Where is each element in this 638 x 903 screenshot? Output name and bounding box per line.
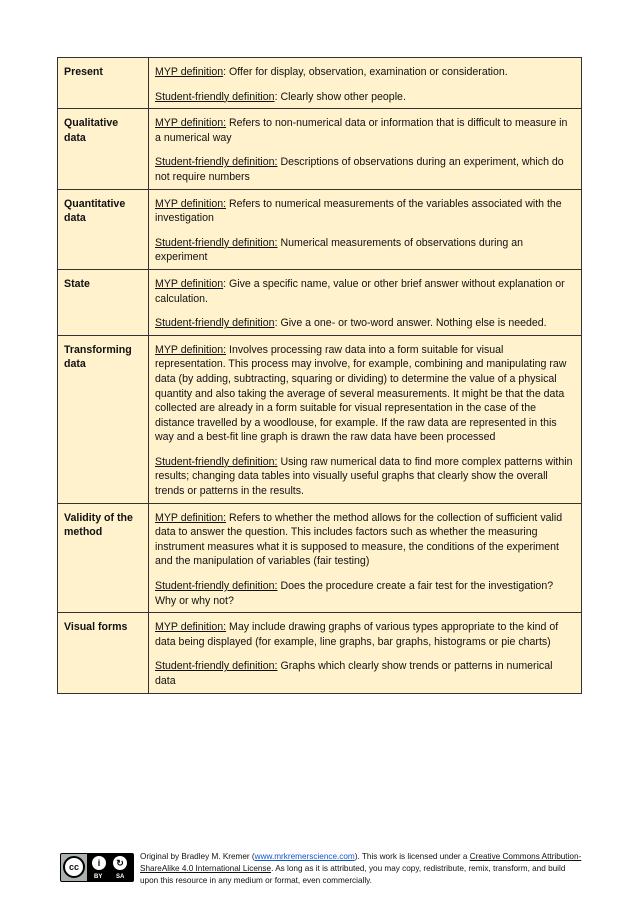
website-link[interactable]: www.mrkremerscience.com bbox=[254, 852, 355, 861]
student-definition-label: Student-friendly definition: bbox=[155, 455, 278, 468]
student-definition-text: Numerical measurements of observations during an experiment bbox=[155, 236, 524, 264]
term-label: Validity of the method bbox=[64, 511, 133, 539]
student-definition bbox=[155, 659, 575, 688]
definition-cell bbox=[149, 189, 582, 269]
myp-definition bbox=[155, 620, 575, 649]
term-cell bbox=[58, 613, 149, 693]
student-definition-text: Using raw numerical data to find more complex patterns within results; changing data tables into visually useful graphs that clearly show the overall trends or patterns in the results. bbox=[155, 455, 573, 498]
myp-definition-label: MYP definition: bbox=[155, 117, 227, 130]
definition-cell bbox=[149, 58, 582, 109]
myp-definition-text: Refers to numerical measurements of the variables associated with the investigation bbox=[155, 197, 562, 225]
footer-text-2: ). This work is licensed under a bbox=[354, 852, 470, 861]
glossary-row bbox=[58, 335, 582, 503]
term-cell bbox=[58, 189, 149, 269]
glossary-row bbox=[58, 503, 582, 613]
student-definition bbox=[155, 455, 575, 499]
myp-definition-label: MYP definition bbox=[155, 66, 224, 78]
student-definition-label: Student-friendly definition bbox=[155, 90, 275, 103]
myp-definition-text: May include drawing graphs of various types appropriate to the kind of data being displayed (for example, line graphs, bar graphs, histograms or pie charts) bbox=[155, 621, 559, 648]
myp-definition-label: MYP definition: bbox=[155, 621, 227, 634]
myp-definition-text: Refers to non-numerical data or information that is difficult to measure in a numerical way bbox=[155, 117, 568, 144]
myp-definition bbox=[155, 65, 575, 80]
myp-definition-separator: : bbox=[223, 277, 230, 290]
by-label: BY bbox=[94, 874, 103, 880]
definition-cell bbox=[149, 109, 582, 189]
creative-commons-icon: cc bbox=[63, 856, 85, 878]
student-definition-separator: : bbox=[274, 317, 281, 330]
term-cell bbox=[58, 503, 149, 613]
student-definition-label: Student-friendly definition: bbox=[155, 236, 278, 249]
myp-definition-label: MYP definition: bbox=[155, 511, 227, 524]
footer-text-3: . As long as it is attributed, you may copy, redistribute, remix, transform, and build upon this resource in any medium or format, even commercially. bbox=[140, 864, 566, 885]
myp-definition-text: Involves processing raw data into a form suitable for visual representation. This process may involve, for example, combining and manipulating raw data (by adding, subtracting, squaring or dividing) to determine the value of a physical quantity and also taking the average of several measurements. It might be that the data collected are already in a form suitable for visual representation in the case of the distance travelled by a woodlouse, for example. If the raw data are represented in this way and a best-fit line graph is drawn the raw data have been processed bbox=[155, 343, 567, 444]
student-definition bbox=[155, 236, 575, 265]
glossary-row bbox=[58, 109, 582, 189]
student-definition-text: Clearly show other people. bbox=[280, 90, 406, 103]
glossary-row bbox=[58, 58, 582, 109]
student-definition bbox=[155, 316, 575, 331]
glossary-table bbox=[57, 57, 582, 694]
term-cell bbox=[58, 269, 149, 335]
glossary-body bbox=[58, 58, 582, 694]
term-label: State bbox=[64, 277, 90, 290]
myp-definition bbox=[155, 343, 575, 445]
myp-definition bbox=[155, 277, 575, 306]
student-definition-label: Student-friendly definition: bbox=[155, 580, 278, 593]
term-label: Transforming data bbox=[64, 343, 132, 371]
sa-label: SA bbox=[116, 874, 125, 880]
footer-attribution-text bbox=[140, 851, 585, 887]
student-definition-label: Student-friendly definition: bbox=[155, 156, 278, 169]
myp-definition bbox=[155, 116, 575, 145]
myp-definition-text: Refers to whether the method allows for the collection of sufficient valid data to answer the question. This includes factors such as whether the measuring instrument measures what it is supposed to measure, the conditions of the experiment and the manipulation of variables (fair testing) bbox=[155, 511, 563, 568]
term-label: Qualitative data bbox=[64, 117, 119, 144]
student-definition bbox=[155, 579, 575, 608]
term-label: Visual forms bbox=[64, 621, 128, 634]
attribution-icon: i bbox=[92, 856, 106, 870]
student-definition bbox=[155, 90, 575, 105]
glossary-row bbox=[58, 189, 582, 269]
student-definition-label: Student-friendly definition: bbox=[155, 660, 278, 673]
myp-definition bbox=[155, 511, 575, 569]
definition-cell bbox=[149, 503, 582, 613]
myp-definition-text: Give a specific name, value or other brief answer without explanation or calculation. bbox=[155, 277, 565, 305]
student-definition-text: Graphs which clearly show trends or patterns in numerical data bbox=[155, 660, 553, 687]
student-definition bbox=[155, 155, 575, 184]
myp-definition-label: MYP definition: bbox=[155, 197, 227, 210]
myp-definition bbox=[155, 197, 575, 226]
student-definition-label: Student-friendly definition bbox=[155, 317, 275, 330]
myp-definition-label: MYP definition: bbox=[155, 343, 227, 356]
student-definition-separator: : bbox=[274, 90, 281, 103]
glossary-row bbox=[58, 613, 582, 693]
footer-text-1: Original by Bradley M. Kremer ( bbox=[140, 852, 255, 861]
term-cell bbox=[58, 58, 149, 109]
term-label: Quantitative data bbox=[64, 197, 126, 225]
myp-definition-label: MYP definition bbox=[155, 277, 224, 290]
student-definition-text: Give a one- or two-word answer. Nothing else is needed. bbox=[280, 317, 547, 330]
myp-definition-text: Offer for display, observation, examination or consideration. bbox=[229, 66, 508, 78]
student-definition-text: Does the procedure create a fair test for the investigation? Why or why not? bbox=[155, 580, 554, 607]
definition-cell bbox=[149, 269, 582, 335]
glossary-row bbox=[58, 269, 582, 335]
definition-cell bbox=[149, 613, 582, 693]
term-label: Present bbox=[64, 66, 103, 78]
share-alike-icon: ↻ bbox=[113, 856, 127, 870]
myp-definition-separator: : bbox=[223, 66, 230, 78]
license-link[interactable]: Creative Commons Attribution-ShareAlike 4.0 International License bbox=[140, 852, 582, 873]
student-definition-text: Descriptions of observations during an experiment, which do not require numbers bbox=[155, 156, 564, 183]
term-cell bbox=[58, 335, 149, 503]
definition-cell bbox=[149, 335, 582, 503]
footer bbox=[57, 849, 587, 889]
cc-by-sa-license-badge[interactable] bbox=[60, 853, 134, 882]
term-cell bbox=[58, 109, 149, 189]
